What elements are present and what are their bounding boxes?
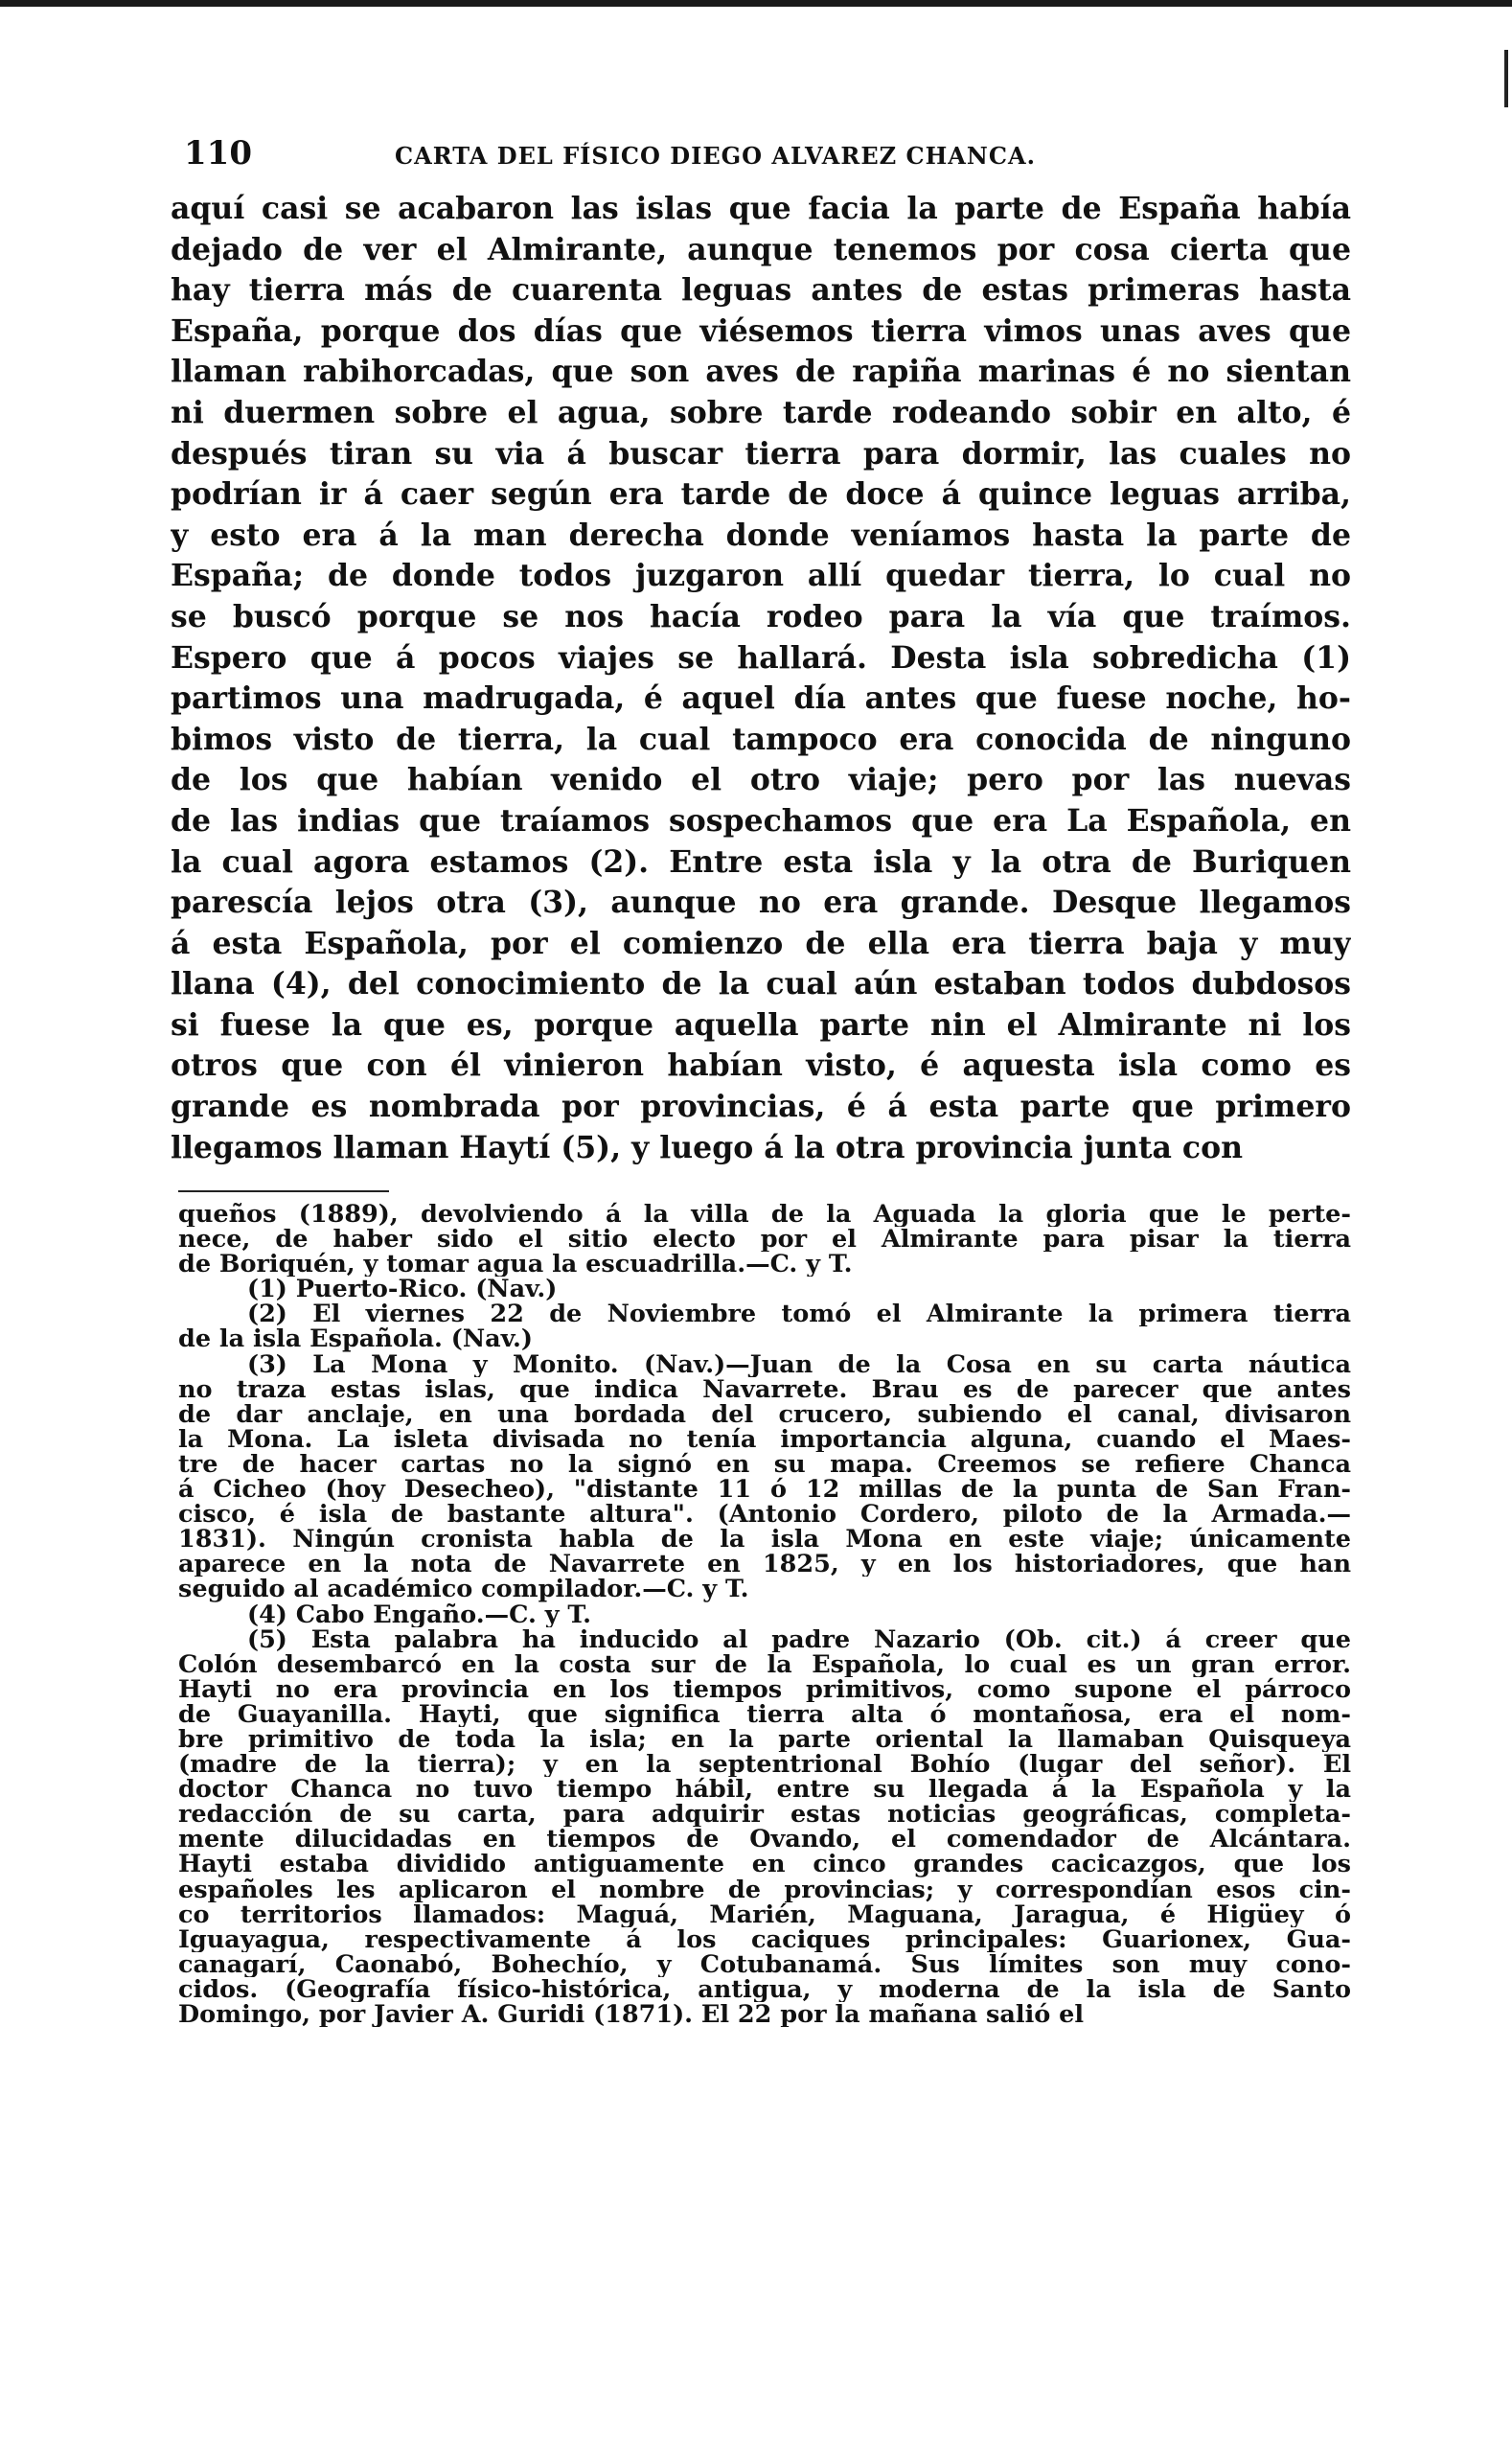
body-line: después tiran su via á buscar tierra para dormir, las cuales no — [171, 435, 1351, 472]
footnote-5: (5) Esta palabra ha inducido al padre Nazario (Ob. cit.) á creer que — [247, 1626, 1351, 1652]
body-line: podrían ir á caer según era tarde de doce á quince leguas arriba, — [171, 476, 1351, 513]
body-line: de las indias que traíamos sospechamos que era La Española, en — [171, 802, 1351, 839]
body-line: llaman rabihorcadas, que son aves de rapiña marinas é no sientan — [171, 354, 1351, 390]
running-head: CARTA DEL FÍSICO DIEGO ALVAREZ CHANCA. — [395, 142, 1036, 170]
right-edge-mark — [1504, 50, 1508, 107]
footnote-line: la Mona. La isleta divisada no tenía importancia alguna, cuando el Maes- — [178, 1426, 1351, 1452]
footnote-3: (3) La Mona y Monito. (Nav.)—Juan de la Cosa en su carta náutica — [247, 1351, 1351, 1377]
footnote-2: (2) El viernes 22 de Noviembre tomó el Almirante la primera tierra — [247, 1301, 1351, 1327]
footnote-line: de dar anclaje, en una bordada del crucero, subiendo el canal, divisaron — [178, 1401, 1351, 1427]
footnote-line: doctor Chanca no tuvo tiempo hábil, entre su llegada á la Española y la — [178, 1777, 1351, 1803]
footnote-line: cidos. (Geografía físico-histórica, antigua, y moderna de la isla de Santo — [178, 1976, 1351, 2002]
body-line: y esto era á la man derecha donde veníamos hasta la parte de — [171, 517, 1351, 553]
body-line: España, porque dos días que viésemos tierra vimos unas aves que — [171, 312, 1351, 349]
body-line: de los que habían venido el otro viaje; pero por las nuevas — [171, 762, 1351, 798]
footnote-line: Colón desembarcó en la costa sur de la Española, lo cual es un gran error. — [178, 1651, 1351, 1677]
body-line: dejado de ver el Almirante, aunque tenemos por cosa cierta que — [171, 231, 1351, 267]
body-line: á esta Española, por el comienzo de ella era tierra baja y muy — [171, 925, 1351, 961]
body-line: partimos una madrugada, é aquel día antes que fuese noche, ho- — [171, 680, 1351, 717]
footnote-line: Domingo, por Javier A. Guridi (1871). El 22 por la mañana salió el — [178, 2002, 1085, 2028]
body-line: la cual agora estamos (2). Entre esta isla y la otra de Buriquen — [171, 843, 1351, 880]
footnote-separator — [178, 1190, 389, 1192]
body-line: Espero que á pocos viajes se hallará. Desta isla sobredicha (1) — [171, 639, 1351, 676]
footnotes — [178, 1202, 1351, 2027]
footnote-line: Hayti estaba dividido antiguamente en cinco grandes cacicazgos, que los — [178, 1852, 1351, 1877]
footnote-line: seguido al académico compilador.—C. y T. — [178, 1577, 749, 1602]
footnote-line: queños (1889), devolviendo á la villa de la Aguada la gloria que le perte- — [178, 1202, 1351, 1228]
body-line: parescía lejos otra (3), aunque no era grande. Desque llegamos — [171, 885, 1351, 921]
body-line: llegamos llaman Haytí (5), y luego á la otra provincia junta con — [171, 1129, 1244, 1165]
body-line: hay tierra más de cuarenta leguas antes de estas primeras hasta — [171, 272, 1351, 309]
body-line: llana (4), del conocimiento de la cual aún estaban todos dubdosos — [171, 966, 1351, 1002]
footnote-line: de Boriquén, y tomar agua la escuadrilla.—C. y T. — [178, 1252, 853, 1278]
footnote-line: Hayti no era provincia en los tiempos primitivos, como supone el párroco — [178, 1676, 1351, 1702]
footnote-line: Iguayagua, respectivamente á los caciques principales: Guarionex, Gua- — [178, 1926, 1351, 1952]
body-line: bimos visto de tierra, la cual tampoco era conocida de ninguno — [171, 721, 1351, 757]
body-line: se buscó porque se nos hacía rodeo para la vía que traímos. — [171, 598, 1351, 634]
body-line: España; de donde todos juzgaron allí quedar tierra, lo cual no — [171, 558, 1351, 594]
footnote-line: redacción de su carta, para adquirir estas noticias geográficas, completa- — [178, 1802, 1351, 1828]
footnote-line: nece, de haber sido el sitio electo por el Almirante para pisar la tierra — [178, 1227, 1351, 1253]
body-line: aquí casi se acabaron las islas que facia la parte de España había — [171, 191, 1351, 226]
body-text — [171, 189, 1351, 1168]
footnote-line: de Guayanilla. Hayti, que significa tierra alta ó montañosa, era el nom- — [178, 1701, 1351, 1727]
footnote-line: cisco, é isla de bastante altura". (Antonio Cordero, piloto de la Armada.— — [178, 1502, 1351, 1528]
footnote-line: de la isla Española. (Nav.) — [178, 1326, 533, 1352]
body-line: ni duermen sobre el agua, sobre tarde rodeando sobir en alto, é — [171, 394, 1351, 430]
footnote-1: (1) Puerto-Rico. (Nav.) — [247, 1277, 558, 1302]
body-line: grande es nombrada por provincias, é á esta parte que primero — [171, 1089, 1351, 1125]
footnote-line: mente dilucidadas en tiempos de Ovando, el comendador de Alcántara. — [178, 1827, 1351, 1853]
page-number: 110 — [184, 134, 252, 173]
footnote-line: canagarí, Caonabó, Bohechío, y Cotubanamá. Sus límites son muy cono- — [178, 1951, 1351, 1977]
top-edge-rule — [0, 0, 1512, 7]
footnote-line: á Cicheo (hoy Desecheo), "distante 11 ó 12 millas de la punta de San Fran- — [178, 1477, 1351, 1503]
footnote-line: co territorios llamados: Maguá, Marién, Maguana, Jaragua, é Higüey ó — [178, 1901, 1351, 1927]
body-line: otros que con él vinieron habían visto, é aquesta isla como es — [171, 1048, 1351, 1084]
footnote-line: (madre de la tierra); y en la septentrional Bohío (lugar del señor). El — [178, 1752, 1351, 1778]
footnote-line: aparece en la nota de Navarrete en 1825, y en los historiadores, que han — [178, 1552, 1351, 1577]
footnote-line: españoles les aplicaron el nombre de provincias; y correspondían esos cin- — [178, 1877, 1351, 1902]
footnote-line: 1831). Ningún cronista habla de la isla Mona en este viaje; únicamente — [178, 1527, 1351, 1553]
footnote-line: no traza estas islas, que indica Navarrete. Brau es de parecer que antes — [178, 1376, 1351, 1402]
body-line: si fuese la que es, porque aquella parte nin el Almirante ni los — [171, 1006, 1351, 1043]
footnote-line: tre de hacer cartas no la signó en su mapa. Creemos se refiere Chanca — [178, 1451, 1351, 1478]
footnote-4: (4) Cabo Engaño.—C. y T. — [247, 1601, 591, 1627]
footnote-line: bre primitivo de toda la isla; en la parte oriental la llamaban Quisqueya — [178, 1726, 1351, 1753]
page-header — [178, 132, 1352, 180]
